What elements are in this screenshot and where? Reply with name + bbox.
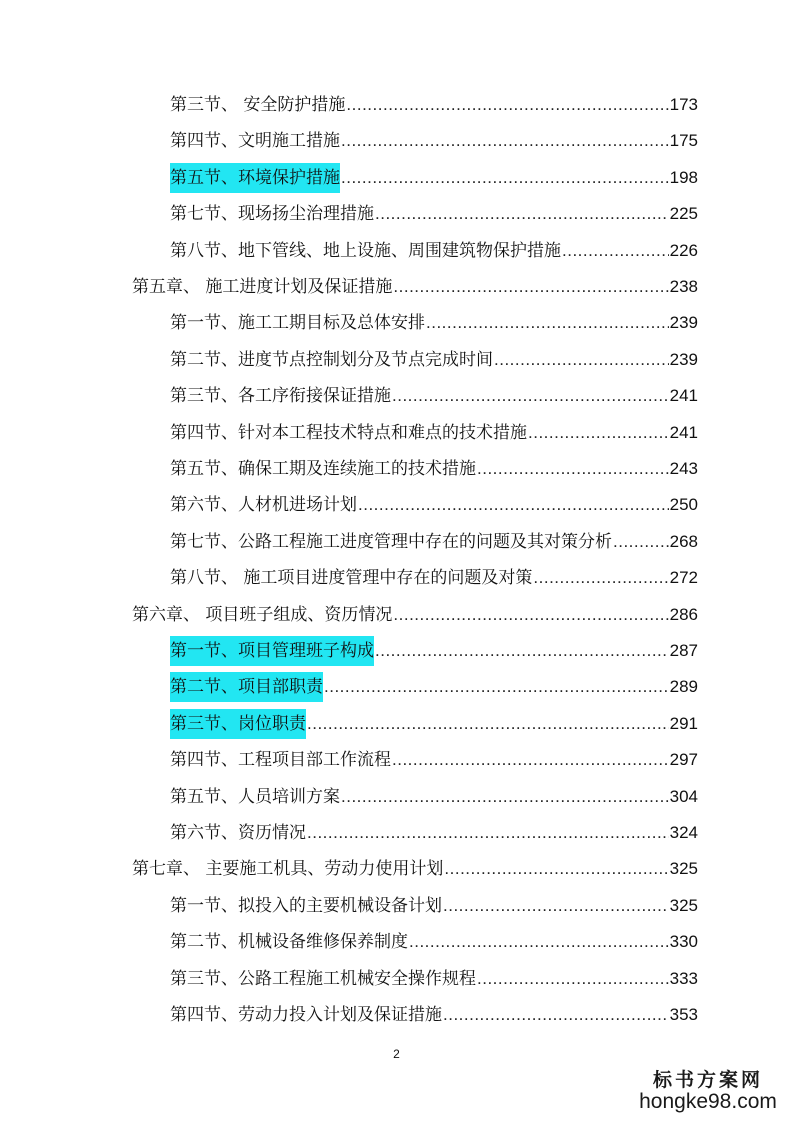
toc-dot-leader xyxy=(393,600,668,630)
toc-section-entry[interactable] xyxy=(170,672,698,702)
toc-entry-page: 238 xyxy=(669,277,698,296)
toc-entry-page: 325 xyxy=(669,895,698,915)
toc-entry-page: 291 xyxy=(669,713,698,733)
toc-dot-leader xyxy=(562,236,669,266)
toc-entry-page: 272 xyxy=(669,568,698,588)
toc-entry-title: 第八节、地下管线、地上设施、周围建筑物保护措施 xyxy=(170,240,561,261)
toc-section-entry[interactable] xyxy=(170,236,698,266)
toc-section-entry[interactable] xyxy=(170,927,698,957)
toc-section-entry[interactable] xyxy=(170,163,698,193)
toc-section-entry[interactable] xyxy=(170,527,698,557)
toc-entry-page: 241 xyxy=(669,386,698,406)
toc-entry-title: 第八节、 施工项目进度管理中存在的问题及对策 xyxy=(170,568,533,589)
watermark-name: 标书方案网 xyxy=(652,1069,763,1091)
toc-entry-title: 第四节、劳动力投入计划及保证措施 xyxy=(170,1005,442,1025)
toc-entry-page: 297 xyxy=(669,750,698,770)
toc-entry-page: 330 xyxy=(669,932,698,952)
toc-dot-leader xyxy=(346,90,668,120)
toc-entry-page: 324 xyxy=(669,823,698,842)
toc-entry-page: 243 xyxy=(669,459,698,478)
toc-entry-title: 第七章、 主要施工机具、劳动力使用计划 xyxy=(132,859,444,880)
toc-section-entry[interactable] xyxy=(170,636,698,666)
toc-entry-page: 289 xyxy=(669,677,698,697)
toc-dot-leader xyxy=(477,454,669,484)
toc-dot-leader xyxy=(358,490,669,520)
toc-entry-title: 第二节、项目部职责 xyxy=(170,672,323,702)
toc-entry-page: 226 xyxy=(669,240,698,260)
toc-dot-leader xyxy=(392,381,669,411)
toc-entry-page: 286 xyxy=(669,604,698,624)
toc-entry-title: 第五节、人员培训方案 xyxy=(170,786,340,807)
toc-section-entry[interactable] xyxy=(170,418,698,448)
toc-dot-leader xyxy=(613,527,669,557)
toc-dot-leader xyxy=(533,563,668,593)
toc-section-entry[interactable] xyxy=(170,563,698,593)
toc-entry-page: 175 xyxy=(669,131,698,151)
toc-section-entry[interactable] xyxy=(170,490,698,520)
toc-entry-page: 304 xyxy=(669,786,698,806)
toc-dot-leader xyxy=(443,1000,669,1030)
toc-entry-title: 第一节、施工工期目标及总体安排 xyxy=(170,313,425,334)
toc-entry-title: 第七节、现场扬尘治理措施 xyxy=(170,204,374,225)
toc-entry-page: 198 xyxy=(669,167,698,187)
toc-entry-title: 第六节、人材机进场计划 xyxy=(170,495,357,516)
toc-section-entry[interactable] xyxy=(170,964,698,994)
toc-dot-leader xyxy=(528,418,669,448)
toc-entry-page: 225 xyxy=(669,204,698,224)
toc-section-entry[interactable] xyxy=(170,308,698,338)
toc-entry-title: 第五章、 施工进度计划及保证措施 xyxy=(132,277,393,297)
toc-entry-title: 第六章、 项目班子组成、资历情况 xyxy=(132,604,393,625)
toc-entry-title: 第六节、资历情况 xyxy=(170,823,306,843)
toc-dot-leader xyxy=(393,272,668,302)
toc-entry-title: 第三节、岗位职责 xyxy=(170,709,306,739)
toc-section-entry[interactable] xyxy=(170,745,698,775)
toc-entry-title: 第四节、针对本工程技术特点和难点的技术措施 xyxy=(170,422,527,443)
toc-section-entry[interactable] xyxy=(170,709,698,739)
toc-dot-leader xyxy=(324,672,669,702)
toc-dot-leader xyxy=(494,345,669,375)
toc-dot-leader xyxy=(341,163,669,193)
toc-section-entry[interactable] xyxy=(170,90,698,120)
toc-dot-leader xyxy=(341,782,669,812)
toc-entry-page: 239 xyxy=(669,349,698,369)
toc-entry-page: 353 xyxy=(669,1005,698,1024)
toc-entry-title: 第四节、文明施工措施 xyxy=(170,131,340,152)
page-number: 2 xyxy=(393,1047,400,1061)
toc-entry-page: 250 xyxy=(669,495,698,515)
toc-dot-leader xyxy=(426,308,669,338)
toc-entry-page: 268 xyxy=(669,531,698,551)
toc-entry-page: 173 xyxy=(669,95,698,114)
site-watermark xyxy=(633,1065,783,1114)
toc-entry-page: 239 xyxy=(669,313,698,333)
toc-entry-title: 第四节、工程项目部工作流程 xyxy=(170,750,391,771)
toc-dot-leader xyxy=(443,891,669,921)
toc-dot-leader xyxy=(307,818,669,848)
toc-entry-page: 333 xyxy=(669,968,698,988)
toc-chapter-entry[interactable] xyxy=(132,272,698,302)
toc-entry-title: 第七节、公路工程施工进度管理中存在的问题及其对策分析 xyxy=(170,531,612,552)
toc-dot-leader xyxy=(409,927,669,957)
toc-entry-title: 第三节、公路工程施工机械安全操作规程 xyxy=(170,968,476,989)
toc-section-entry[interactable] xyxy=(170,345,698,375)
toc-dot-leader xyxy=(477,964,669,994)
toc-section-entry[interactable] xyxy=(170,126,698,156)
toc-entry-title: 第三节、 安全防护措施 xyxy=(170,95,346,115)
toc-entry-title: 第五节、环境保护措施 xyxy=(170,163,340,193)
toc-chapter-entry[interactable] xyxy=(132,600,698,630)
toc-entry-title: 第一节、项目管理班子构成 xyxy=(170,636,374,666)
watermark-url: hongke98.com xyxy=(639,1090,777,1113)
toc-entry-page: 241 xyxy=(669,422,698,442)
toc-dot-leader xyxy=(307,709,669,739)
toc-entry-title: 第二节、机械设备维修保养制度 xyxy=(170,932,408,953)
toc-dot-leader xyxy=(341,126,669,156)
toc-chapter-entry[interactable] xyxy=(132,854,698,884)
toc-dot-leader xyxy=(375,636,669,666)
toc-dot-leader xyxy=(444,854,668,884)
toc-entry-page: 287 xyxy=(669,641,698,660)
toc-entry-title: 第二节、进度节点控制划分及节点完成时间 xyxy=(170,349,493,370)
toc-entry-title: 第三节、各工序衔接保证措施 xyxy=(170,386,391,407)
toc-entry-title: 第五节、确保工期及连续施工的技术措施 xyxy=(170,459,476,479)
toc-section-entry[interactable] xyxy=(170,818,698,848)
toc-dot-leader xyxy=(375,199,669,229)
toc-section-entry[interactable] xyxy=(170,199,698,229)
toc-section-entry[interactable] xyxy=(170,454,698,484)
toc-section-entry[interactable] xyxy=(170,1000,698,1030)
toc-entry-page: 325 xyxy=(669,859,698,879)
toc-dot-leader xyxy=(392,745,669,775)
toc-section-entry[interactable] xyxy=(170,381,698,411)
toc-section-entry[interactable] xyxy=(170,891,698,921)
toc-entry-title: 第一节、拟投入的主要机械设备计划 xyxy=(170,895,442,916)
toc-section-entry[interactable] xyxy=(170,782,698,812)
